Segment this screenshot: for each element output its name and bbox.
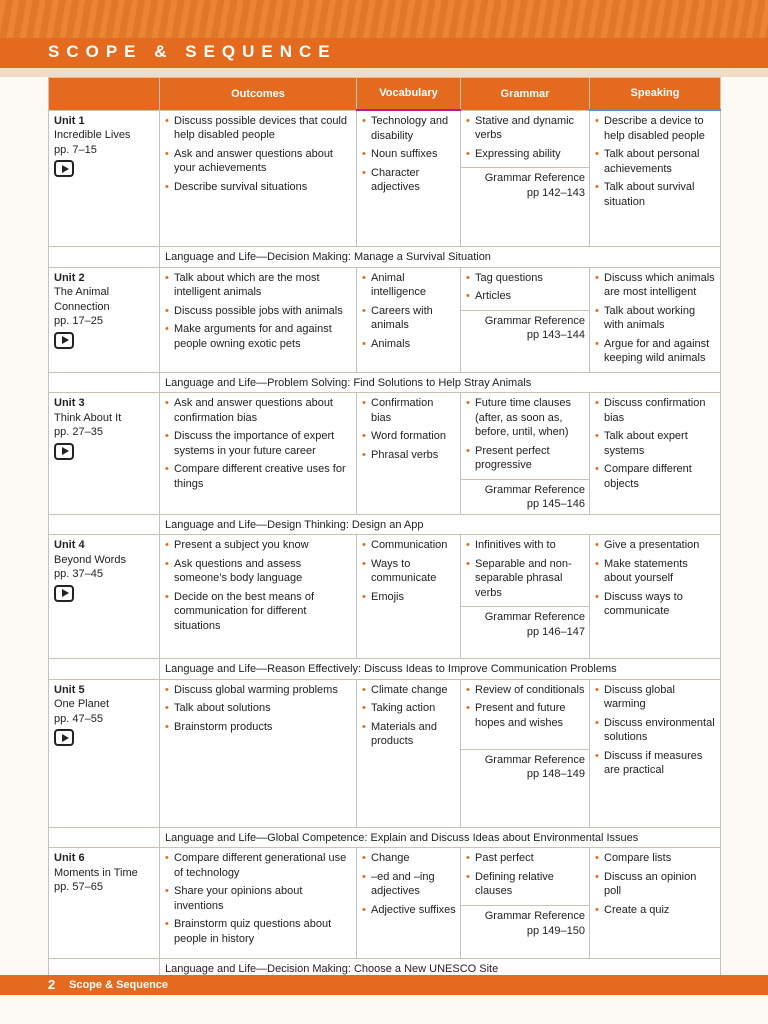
outcomes-cell	[160, 848, 357, 959]
grammar-reference-cell	[461, 607, 590, 659]
outcome-item: • Make arguments for and against people owning exotic pets	[165, 322, 352, 351]
speaking-item: • Talk about working with animals	[595, 304, 716, 333]
unit-row	[49, 393, 721, 480]
unit-label: Unit 3	[54, 397, 85, 409]
grammar-cell	[461, 848, 590, 906]
unit-cell	[49, 110, 160, 247]
outcome-item: • Compare different creative uses for things	[165, 462, 352, 491]
grammar-cell	[461, 267, 590, 310]
grammar-reference-pages: pp 142–143	[526, 186, 585, 199]
language-life-row	[49, 247, 721, 268]
column-header-outcomes: Outcomes	[160, 78, 357, 111]
speaking-item: • Discuss confirmation bias	[595, 396, 716, 425]
unit-title: The Animal Connection	[54, 286, 110, 313]
grammar-reference-cell	[461, 749, 590, 827]
vocabulary-cell	[357, 848, 461, 959]
outcomes-cell	[160, 679, 357, 827]
outcome-item: • Ask and answer questions about your achievements	[165, 147, 352, 176]
outcome-item: • Compare different generational use of technology	[165, 851, 352, 880]
header-divider	[0, 68, 768, 77]
vocabulary-cell	[357, 679, 461, 827]
outcomes-cell	[160, 535, 357, 659]
speaking-item: • Create a quiz	[595, 903, 716, 918]
grammar-reference-pages: pp 146–147	[526, 625, 585, 638]
grammar-item: • Tag questions	[466, 271, 585, 286]
page-title: SCOPE & SEQUENCE	[48, 42, 337, 61]
vocabulary-item: • Noun suffixes	[362, 147, 456, 162]
speaking-item: • Discuss global warming	[595, 683, 716, 712]
outcomes-cell	[160, 393, 357, 515]
outcome-item: • Talk about which are the most intelligent animals	[165, 271, 352, 300]
video-play-icon[interactable]	[54, 443, 74, 460]
speaking-item: • Talk about survival situation	[595, 180, 716, 209]
outcome-item: • Present a subject you know	[165, 538, 352, 553]
speaking-cell	[590, 848, 721, 959]
grammar-cell	[461, 110, 590, 168]
vocabulary-item: • –ed and –ing adjectives	[362, 870, 456, 899]
speaking-item: • Talk about personal achievements	[595, 147, 716, 176]
grammar-reference-label: Grammar Reference	[484, 753, 585, 766]
speaking-cell	[590, 267, 721, 372]
language-life-text: Language and Life—Decision Making: Manage a Survival Situation	[160, 247, 721, 268]
vocabulary-item: • Materials and products	[362, 720, 456, 749]
grammar-item: • Separable and non-separable phrasal verbs	[466, 557, 585, 601]
grammar-reference-label: Grammar Reference	[484, 910, 585, 922]
vocabulary-item: • Careers with animals	[362, 304, 456, 333]
speaking-item: • Compare different objects	[595, 462, 716, 491]
life-row-blank	[49, 514, 160, 535]
grammar-cell	[461, 679, 590, 749]
language-life-row	[49, 659, 721, 680]
vocabulary-item: • Animals	[362, 337, 456, 352]
title-bar	[0, 38, 768, 68]
vocabulary-item: • Word formation	[362, 429, 456, 444]
unit-cell	[49, 535, 160, 659]
speaking-cell	[590, 535, 721, 659]
language-life-row	[49, 827, 721, 848]
footer-label: Scope & Sequence	[69, 979, 169, 991]
speaking-item: • Discuss ways to communicate	[595, 590, 716, 619]
vocabulary-item: • Emojis	[362, 590, 456, 605]
outcome-item: • Discuss the importance of expert systems in your future career	[165, 429, 352, 458]
speaking-item: • Talk about expert systems	[595, 429, 716, 458]
unit-cell	[49, 848, 160, 959]
grammar-cell	[461, 393, 590, 480]
grammar-reference-pages: pp 143–144	[526, 329, 585, 341]
vocabulary-cell	[357, 393, 461, 515]
life-row-blank	[49, 247, 160, 268]
grammar-reference-pages: pp 149–150	[526, 924, 585, 937]
grammar-reference-label: Grammar Reference	[484, 172, 585, 184]
footer-bar	[0, 975, 768, 995]
unit-label: Unit 5	[54, 683, 85, 696]
speaking-item: • Discuss if measures are practical	[595, 749, 716, 778]
vocabulary-cell	[357, 110, 461, 247]
unit-label: Unit 6	[54, 852, 85, 864]
life-row-blank	[49, 827, 160, 848]
vocabulary-item: • Taking action	[362, 701, 456, 716]
outcome-item: • Share your opinions about inventions	[165, 884, 352, 913]
table-header-row	[49, 78, 721, 111]
column-header-vocabulary: Vocabulary	[357, 78, 461, 111]
unit-title: Beyond Words	[54, 553, 126, 566]
outcome-item: • Brainstorm quiz questions about people in history	[165, 917, 352, 946]
grammar-reference-cell	[461, 310, 590, 372]
unit-pages: pp. 57–65	[54, 881, 103, 893]
grammar-reference-cell	[461, 906, 590, 959]
grammar-item: • Infinitives with to	[466, 538, 585, 553]
language-life-text: Language and Life—Reason Effectively: Discuss Ideas to Improve Communication Problems	[160, 659, 721, 680]
video-play-icon[interactable]	[54, 332, 74, 349]
outcome-item: • Discuss global warming problems	[165, 683, 352, 698]
vocabulary-item: • Confirmation bias	[362, 396, 456, 425]
speaking-item: • Compare lists	[595, 851, 716, 866]
vocabulary-item: • Character adjectives	[362, 166, 456, 195]
unit-label: Unit 2	[54, 271, 85, 284]
unit-cell	[49, 267, 160, 372]
video-play-icon[interactable]	[54, 585, 74, 602]
grammar-reference-cell	[461, 479, 590, 514]
speaking-item: • Discuss which animals are most intelligent	[595, 271, 716, 300]
language-life-text: Language and Life—Problem Solving: Find Solutions to Help Stray Animals	[160, 372, 721, 393]
outcome-item: • Talk about solutions	[165, 701, 352, 716]
outcome-item: • Discuss possible devices that could help disabled people	[165, 114, 352, 143]
unit-pages: pp. 27–35	[54, 426, 103, 438]
life-row-blank	[49, 372, 160, 393]
grammar-reference-pages: pp 145–146	[526, 498, 585, 510]
grammar-item: • Past perfect	[466, 851, 585, 866]
language-life-text: Language and Life—Design Thinking: Design an App	[160, 514, 721, 535]
outcomes-cell	[160, 267, 357, 372]
speaking-item: • Make statements about yourself	[595, 557, 716, 586]
unit-cell	[49, 679, 160, 827]
grammar-item: • Expressing ability	[466, 147, 585, 162]
vocabulary-item: • Communication	[362, 538, 456, 553]
outcome-item: • Ask and answer questions about confirmation bias	[165, 396, 352, 425]
speaking-item: • Discuss an opinion poll	[595, 870, 716, 899]
vocabulary-item: • Climate change	[362, 683, 456, 698]
unit-pages: pp. 47–55	[54, 712, 103, 725]
grammar-item: • Stative and dynamic verbs	[466, 114, 585, 143]
unit-title: One Planet	[54, 698, 110, 710]
grammar-item: • Future time clauses (after, as soon as, before, until, when)	[466, 396, 585, 440]
unit-pages: pp. 7–15	[54, 143, 97, 156]
grammar-item: • Present perfect progressive	[466, 444, 585, 473]
unit-label: Unit 1	[54, 114, 85, 127]
grammar-item: • Defining relative clauses	[466, 870, 585, 899]
vocabulary-item: • Ways to communicate	[362, 557, 456, 586]
unit-row	[49, 267, 721, 310]
unit-title: Think About It	[54, 411, 122, 424]
unit-row	[49, 535, 721, 607]
grammar-reference-cell	[461, 168, 590, 247]
speaking-item: • Argue for and against keeping wild animals	[595, 337, 716, 366]
page-number: 2	[48, 977, 56, 992]
vocabulary-item: • Animal intelligence	[362, 271, 456, 300]
life-row-blank	[49, 659, 160, 680]
grammar-reference-label: Grammar Reference	[484, 483, 585, 496]
outcomes-cell	[160, 110, 357, 247]
grammar-reference-label: Grammar Reference	[484, 314, 585, 327]
vocabulary-item: • Technology and disability	[362, 114, 456, 143]
vocabulary-cell	[357, 535, 461, 659]
language-life-row	[49, 372, 721, 393]
grammar-reference-label: Grammar Reference	[484, 611, 585, 623]
grammar-reference-pages: pp 148–149	[526, 768, 585, 780]
unit-cell	[49, 393, 160, 515]
speaking-cell	[590, 393, 721, 515]
header-texture-band	[0, 0, 768, 38]
video-play-icon[interactable]	[54, 729, 74, 746]
unit-title: Incredible Lives	[54, 129, 131, 141]
unit-pages: pp. 17–25	[54, 315, 103, 327]
outcome-item: • Brainstorm products	[165, 720, 352, 735]
unit-pages: pp. 37–45	[54, 568, 103, 580]
video-play-icon[interactable]	[54, 160, 74, 177]
speaking-item: • Describe a device to help disabled people	[595, 114, 716, 143]
vocabulary-item: • Adjective suffixes	[362, 903, 456, 918]
grammar-cell	[461, 535, 590, 607]
language-life-row	[49, 514, 721, 535]
unit-label: Unit 4	[54, 539, 85, 551]
language-life-text: Language and Life—Global Competence: Explain and Discuss Ideas about Environmental Issues	[160, 827, 721, 848]
outcome-item: • Describe survival situations	[165, 180, 352, 195]
vocabulary-item: • Change	[362, 851, 456, 866]
vocabulary-item: • Phrasal verbs	[362, 448, 456, 463]
speaking-item: • Give a presentation	[595, 538, 716, 553]
scope-sequence-table	[48, 77, 721, 980]
speaking-cell	[590, 110, 721, 247]
speaking-item: • Discuss environmental solutions	[595, 716, 716, 745]
language-life-text: Language and Life—Decision Making: Choose a New UNESCO Site	[160, 959, 721, 980]
column-header-speaking: Speaking	[590, 78, 721, 111]
speaking-cell	[590, 679, 721, 827]
column-header-grammar: Grammar	[461, 78, 590, 111]
outcome-item: • Ask questions and assess someone’s body language	[165, 557, 352, 586]
page-bottom-margin	[0, 995, 768, 1024]
grammar-item: • Present and future hopes and wishes	[466, 701, 585, 730]
outcome-item: • Discuss possible jobs with animals	[165, 304, 352, 319]
grammar-item: • Review of conditionals	[466, 683, 585, 698]
unit-row	[49, 679, 721, 749]
unit-row	[49, 848, 721, 906]
unit-title: Moments in Time	[54, 866, 138, 879]
outcome-item: • Decide on the best means of communication for different situations	[165, 590, 352, 634]
header-blank	[49, 78, 160, 111]
grammar-item: • Articles	[466, 289, 585, 304]
unit-row	[49, 110, 721, 168]
vocabulary-cell	[357, 267, 461, 372]
